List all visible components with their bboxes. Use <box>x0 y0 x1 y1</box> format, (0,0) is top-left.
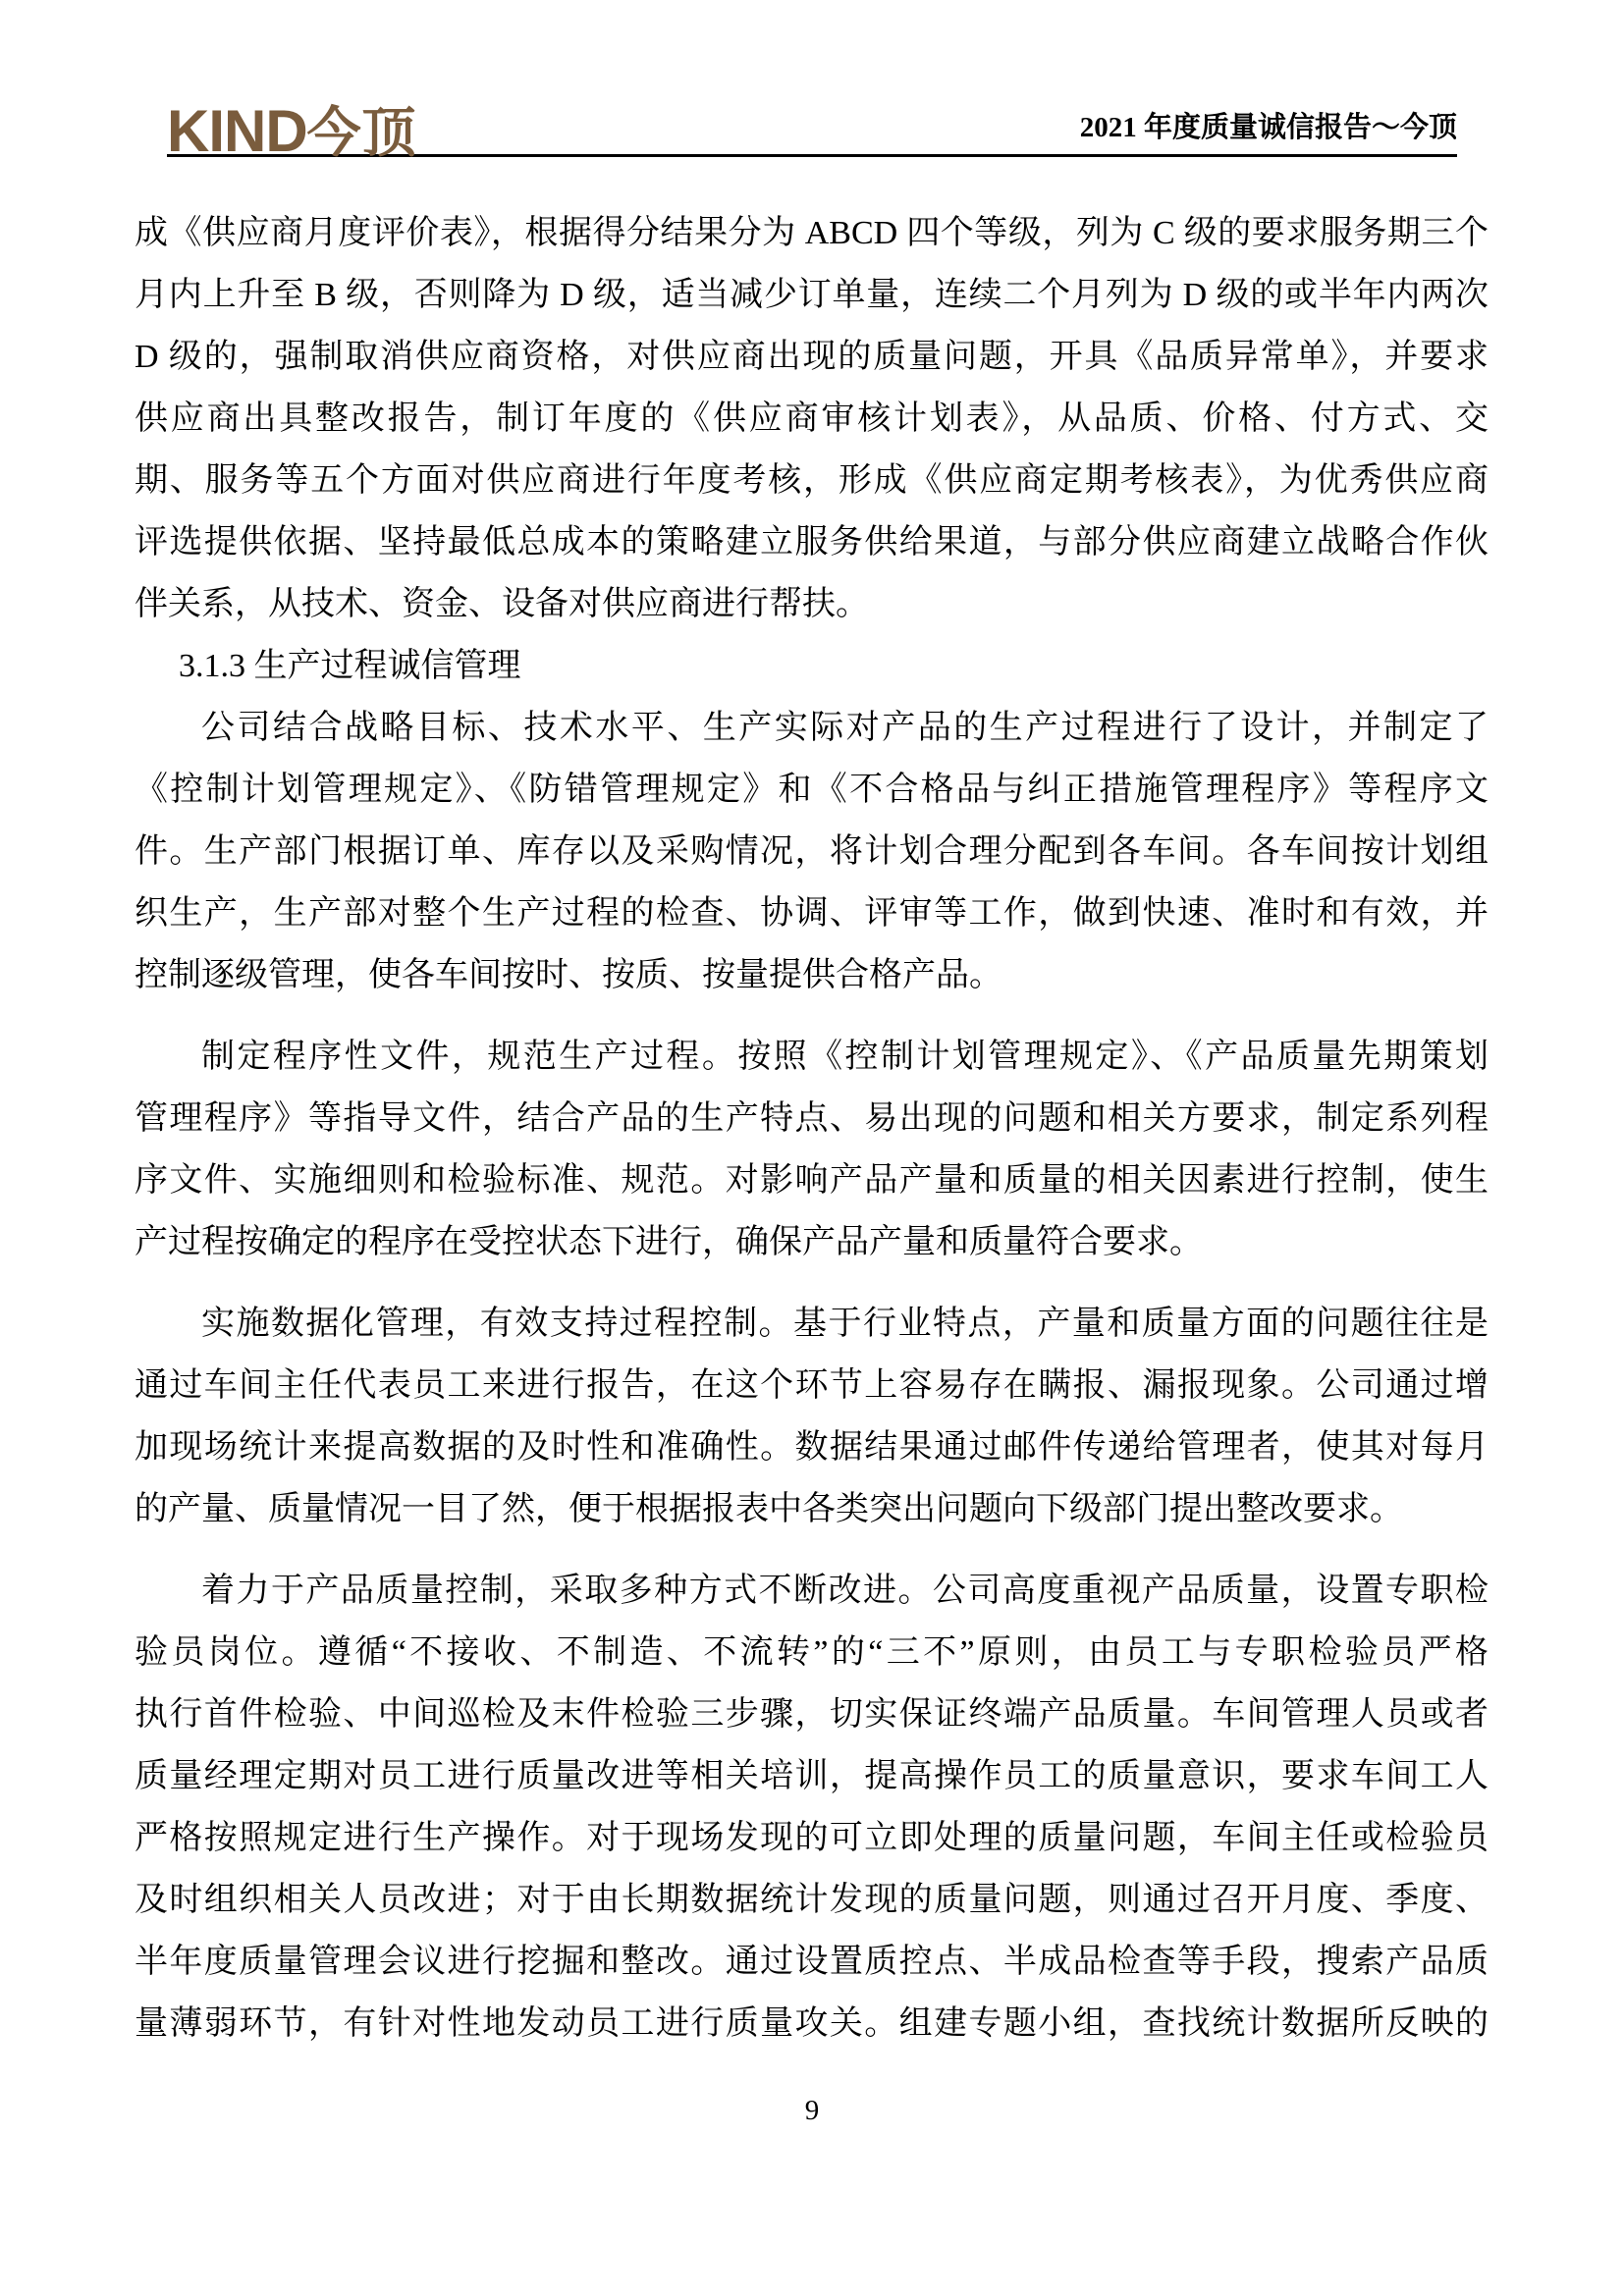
text-line: 公司结合战略目标、技术水平、生产实际对产品的生产过程进行了设计，并制定了 <box>201 710 1489 746</box>
text-line: 半年度质量管理会议进行挖掘和整改。通过设置质控点、半成品检查等手段，搜索产品质 <box>135 1944 1489 1980</box>
text-line: 控制逐级管理，使各车间按时、按质、按量提供合格产品。 <box>135 957 1002 993</box>
paragraph <box>135 697 1489 1006</box>
text-line: 质量经理定期对员工进行质量改进等相关培训，提高操作员工的质量意识，要求车间工人 <box>135 1758 1489 1794</box>
text-line: 月内上升至 B 级，否则降为 D 级，适当减少订单量，连续二个月列为 D 级的或半年内两次 <box>135 277 1489 313</box>
text-line: 及时组织相关人员改进；对于由长期数据统计发现的质量问题，则通过召开月度、季度、 <box>135 1882 1489 1918</box>
text-line: 评选提供依据、坚持最低总成本的策略建立服务供给果道，与部分供应商建立战略合作伙 <box>135 524 1489 561</box>
text-line: 管理程序》等指导文件，结合产品的生产特点、易出现的问题和相关方要求，制定系列程 <box>135 1100 1489 1137</box>
paragraph <box>135 1560 1489 2055</box>
text-line: 验员岗位。遵循“不接收、不制造、不流转”的“三不”原则，由员工与专职检验员严格 <box>135 1634 1489 1671</box>
text-line: 成《供应商月度评价表》，根据得分结果分为 ABCD 四个等级，列为 C 级的要求服务期三个 <box>135 215 1489 251</box>
text-line: 伴关系，从技术、资金、设备对供应商进行帮扶。 <box>135 586 869 622</box>
header-title: 2021 年度质量诚信报告～今顶 <box>1079 112 1457 143</box>
brand-logo <box>167 98 417 164</box>
text-line: 期、服务等五个方面对供应商进行年度考核，形成《供应商定期考核表》，为优秀供应商 <box>135 462 1489 499</box>
section-heading <box>135 635 1489 697</box>
page-header <box>167 0 1457 164</box>
text-line: 产过程按确定的程序在受控状态下进行，确保产品产量和质量符合要求。 <box>135 1224 1203 1260</box>
text-line: 执行首件检验、中间巡检及末件检验三步骤，切实保证终端产品质量。车间管理人员或者 <box>135 1696 1489 1733</box>
page-footer <box>0 2091 1624 2130</box>
text-line: 供应商出具整改报告，制订年度的《供应商审核计划表》，从品质、价格、付方式、交 <box>135 400 1489 437</box>
text-line: 的产量、质量情况一目了然，便于根据报表中各类突出问题向下级部门提出整改要求。 <box>135 1491 1403 1527</box>
text-line: 织生产，生产部对整个生产过程的检查、协调、评审等工作，做到快速、准时和有效，并 <box>135 895 1489 932</box>
logo-cjk-text: 今顶 <box>306 102 417 163</box>
text-line: 着力于产品质量控制，采取多种方式不断改进。公司高度重视产品质量，设置专职检 <box>201 1573 1489 1609</box>
text-line: 序文件、实施细则和检验标准、规范。对影响产品产量和质量的相关因素进行控制，使生 <box>135 1162 1489 1199</box>
text-line: 严格按照规定进行生产操作。对于现场发现的可立即处理的质量问题，车间主任或检验员 <box>135 1820 1489 1856</box>
paragraph <box>135 1293 1489 1540</box>
text-line: 加现场统计来提高数据的及时性和准确性。数据结果通过邮件传递给管理者，使其对每月 <box>135 1429 1489 1466</box>
text-line: D 级的，强制取消供应商资格，对供应商出现的质量问题，开具《品质异常单》，并要求 <box>135 339 1489 375</box>
text-line: 量薄弱环节，有针对性地发动员工进行质量攻关。组建专题小组，查找统计数据所反映的 <box>135 2005 1489 2042</box>
page-number: 9 <box>804 2095 820 2126</box>
document-body <box>135 202 1489 2055</box>
text-line: 通过车间主任代表员工来进行报告，在这个环节上容易存在瞒报、漏报现象。公司通过增 <box>135 1367 1489 1404</box>
text-line: 3.1.3 生产过程诚信管理 <box>179 648 521 684</box>
text-line: 制定程序性文件，规范生产过程。按照《控制计划管理规定》、《产品质量先期策划 <box>201 1039 1489 1075</box>
text-line: 件。生产部门根据订单、库存以及采购情况，将计划合理分配到各车间。各车间按计划组 <box>135 833 1489 870</box>
text-line: 《控制计划管理规定》、《防错管理规定》和《不合格品与纠正措施管理程序》等程序文 <box>135 772 1489 808</box>
paragraph <box>135 1026 1489 1273</box>
logo-latin-text: KIND <box>167 98 307 164</box>
paragraph <box>135 202 1489 635</box>
text-line: 实施数据化管理，有效支持过程控制。基于行业特点，产量和质量方面的问题往往是 <box>201 1306 1489 1342</box>
